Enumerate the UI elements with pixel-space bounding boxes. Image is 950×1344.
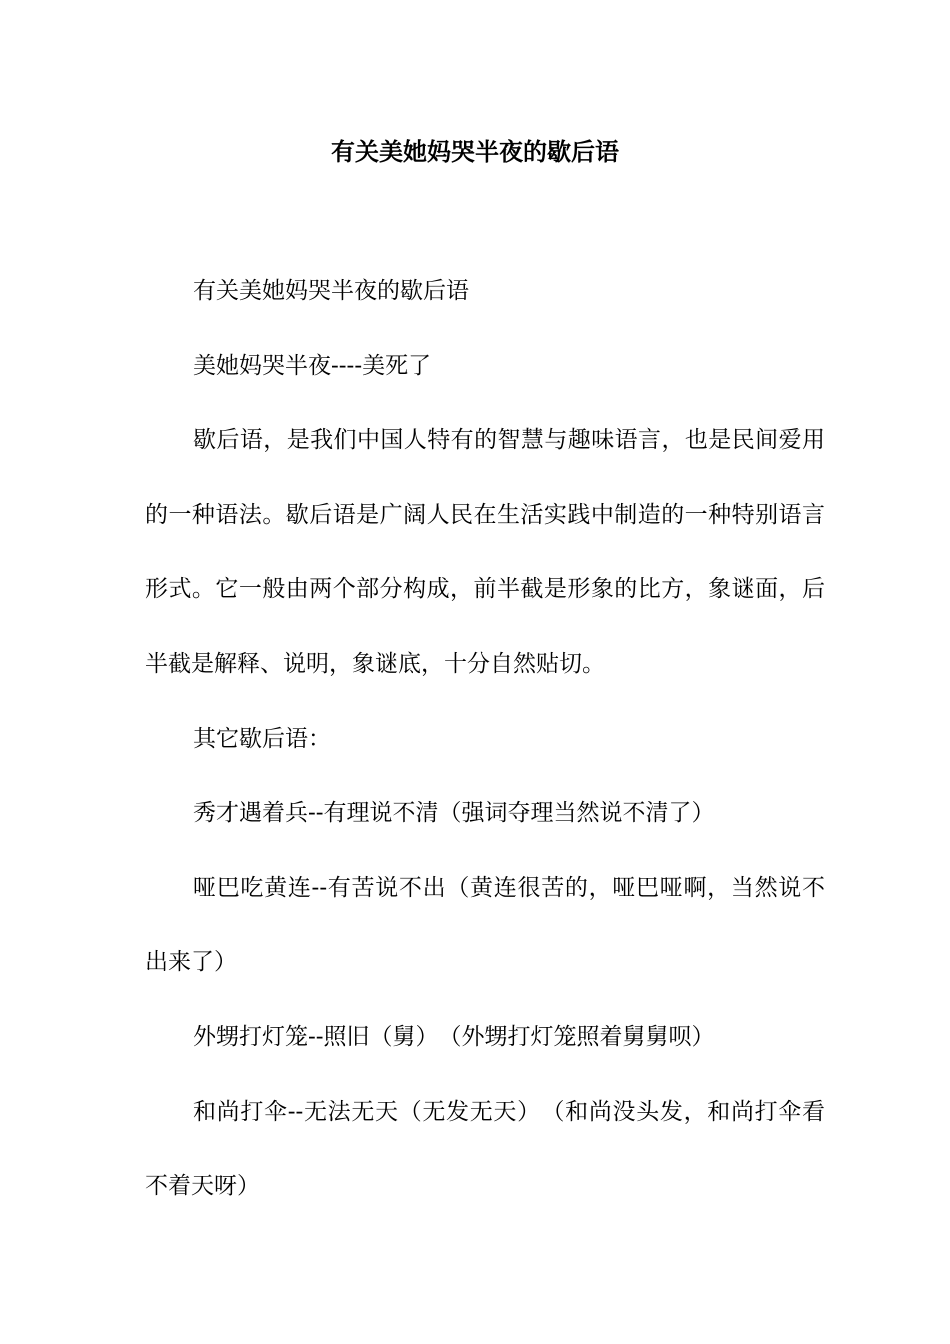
paragraph-saying-4: 和尚打伞--无法无天（无发无天） （和尚没头发，和尚打伞看不着天呀）	[145, 1098, 825, 1200]
paragraph-subtitle: 有关美她妈哭半夜的歇后语	[193, 278, 469, 304]
document-title: 有关美她妈哭半夜的歇后语	[331, 138, 619, 166]
paragraph-explanation: 歇后语，是我们中国人特有的智慧与趣味语言，也是民间爱用的一种语法。歇后语是广阔人民在生活实践中制造的一种特别语言形式。它一般由两个部分构成，前半截是形象的比方，象谜面，后半截是解释、说明，象谜底，十分自然贴切。	[145, 427, 825, 677]
paragraph-saying-1: 秀才遇着兵--有理说不清（强词夺理当然说不清了）	[193, 800, 715, 827]
paragraph-saying-3: 外甥打灯笼--照旧（舅） （外甥打灯笼照着舅舅呗）	[193, 1023, 715, 1050]
paragraph-main-saying: 美她妈哭半夜----美死了	[193, 352, 432, 379]
paragraph-saying-2: 哑巴吃黄连--有苦说不出（黄连很苦的，哑巴哑啊，当然说不出来了）	[145, 874, 825, 976]
paragraph-other-heading: 其它歇后语：	[193, 725, 331, 752]
document-body	[145, 254, 825, 1224]
